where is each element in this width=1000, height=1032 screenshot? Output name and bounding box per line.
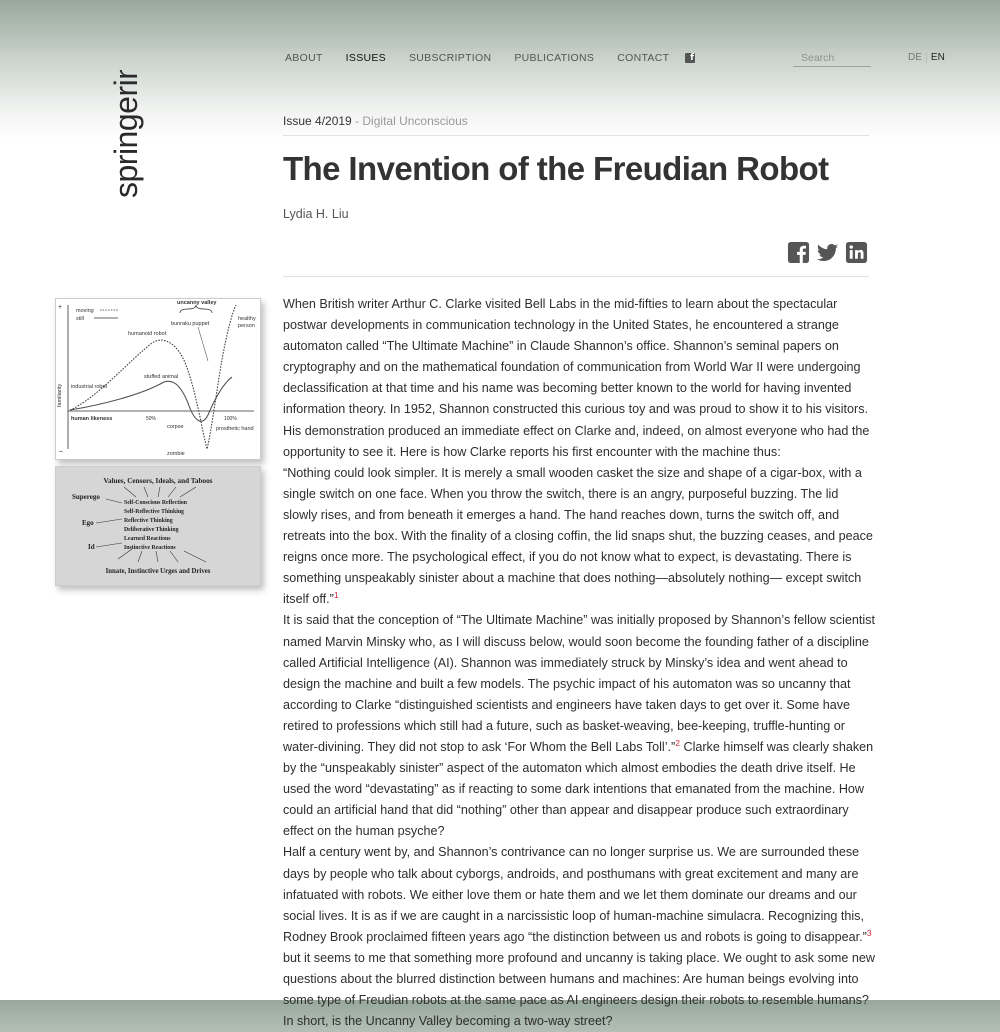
article-paragraph <box>283 294 875 463</box>
fig1-uncanny-valley: uncanny valley <box>177 300 217 306</box>
share-bar <box>787 241 874 264</box>
fig1-industrial: industrial robot <box>71 384 108 390</box>
fig2-id: Id <box>88 543 95 551</box>
facebook-icon[interactable]: f <box>685 53 695 63</box>
fig1-human-likeness: human likeness <box>71 416 113 422</box>
fig2-level-3: Reflective Thinking <box>124 518 173 524</box>
fig2-top: Values, Censors, Ideals, and Taboos <box>103 477 213 485</box>
fig2-level-6: Instinctive Reactions <box>124 545 176 551</box>
divider-top <box>283 135 869 136</box>
article-author[interactable]: Lydia H. Liu <box>283 207 349 221</box>
fig1-legend-still: still <box>76 316 84 322</box>
article-body <box>283 294 875 1032</box>
footnote-link-2[interactable]: 2 <box>675 737 680 748</box>
search-input[interactable] <box>793 50 871 67</box>
paragraph-text: It is said that the conception of “The Ultimate Machine” was initially proposed by Shannon’s fellow scientist named Marvin Minsky who, as I will discuss below, would soon become the founding father of a discipline called Artificial Intelligence (AI). Shannon was immediately struck by Minsky’s idea and went ahead to design the machine and built a few models. The psychic impact of his automaton was so uncanny that according to Clarke “distinguished scientists and engineers have taken days to get over it. Some have retired to professions which still had a future, such as basket-weaving, bee-keeping, truffle-hunting or water-divining. They did not stop to ask ‘For Whom the Bell Labs Toll’.” <box>283 613 875 754</box>
fig2-superego: Superego <box>72 493 100 501</box>
fig1-zombie: zombie <box>167 451 185 457</box>
fig1-plus: + <box>58 304 63 311</box>
footnote-link-3[interactable]: 3 <box>866 927 872 938</box>
nav-item-contact[interactable]: CONTACT <box>617 52 670 64</box>
fig1-prosthetic: prosthetic hand <box>216 426 254 432</box>
article-paragraph <box>283 463 875 611</box>
fig1-corpse: corpse <box>167 424 184 430</box>
lang-de-link[interactable]: DE <box>908 52 927 63</box>
language-switcher <box>908 52 945 63</box>
nav-item-about[interactable]: ABOUT <box>285 52 323 64</box>
fig2-ego: Ego <box>82 519 94 527</box>
mind-levels-figure[interactable] <box>55 466 261 586</box>
site-logo[interactable] <box>85 70 165 200</box>
article-paragraph <box>283 610 875 842</box>
footnote-link-1[interactable]: 1 <box>333 590 339 601</box>
fig1-humanoid: humanoid robot <box>128 331 167 337</box>
linkedin-share-icon[interactable] <box>845 241 868 264</box>
article-paragraph <box>283 842 875 1032</box>
fig2-bottom: Innate, Instinctive Urges and Drives <box>105 568 211 575</box>
paragraph-text: “Nothing could look simpler. It is merely a small wooden casket the size and shape of a cigar-box, with a single switch on one face. When you throw the switch, there is an angry, purposeful buzzing. The lid slowly rises, and from beneath it emerges a hand. The hand reaches down, turns the switch off, and retreats into the box. With the finality of a closing coffin, the lid snaps shut, the buzzing ceases, and peace reigns once more. The psychological effect, if you do not know what to expect, is devastating. There is something unspeakably sinister about a machine that does nothing—absolutely nothing— except switch itself off.” <box>283 465 873 607</box>
fig2-level-1: Self-Conscious Reflection <box>124 500 187 506</box>
uncanny-valley-figure[interactable] <box>55 298 261 460</box>
lang-en-link[interactable]: EN <box>930 52 945 63</box>
nav-item-issues[interactable]: ISSUES <box>345 52 386 64</box>
issue-label[interactable]: Issue 4/2019 <box>283 114 352 128</box>
fig1-minus: – <box>59 448 63 455</box>
article-title: The Invention of the Freudian Robot <box>283 150 829 187</box>
fig1-tick-100: 100% <box>224 416 237 422</box>
main-nav <box>285 52 695 64</box>
issue-breadcrumb <box>283 114 468 128</box>
fig1-legend-moving: moving <box>76 308 94 314</box>
fig1-bunraku: bunraku puppet <box>171 321 210 327</box>
facebook-share-icon[interactable] <box>787 241 810 264</box>
fig1-healthy: healthy <box>238 316 256 322</box>
paragraph-text-continued: but it seems to me that something more profound and uncanny is taking place. We ought to ask some new questions about the blurred distinction between humans and machines: Are human beings evolving into some type of Freudian robots at the same pace as AI engineers design their robots to resemble humans? In short, is the Uncanny Valley becoming a two-way street? <box>283 950 876 1029</box>
paragraph-text: When British writer Arthur C. Clarke visited Bell Labs in the mid-fifties to learn about the spectacular postwar developments in communication technology in the United States, he encountered a strange automaton called “The Ultimate Machine” in Claude Shannon’s office. Shannon’s seminal papers on cryptography and on the mathematical foundation of communication from World War II were undergoing declassification at that time and his name was becoming better known to the world for having invented information theory. In 1952, Shannon constructed this curious toy and was proud to show it to his visitors. His demonstration produced an immediate effect on Clarke and, indeed, on almost everyone who had the opportunity to see it. Here is how Clarke reports his first encounter with the machine thus: <box>283 297 870 459</box>
issue-theme[interactable]: Digital Unconscious <box>362 114 468 128</box>
logo-text: springerin <box>108 70 144 198</box>
issue-separator: - <box>351 114 363 128</box>
nav-item-subscription[interactable]: SUBSCRIPTION <box>409 52 492 64</box>
nav-item-publications[interactable]: PUBLICATIONS <box>514 52 595 64</box>
fig2-level-2: Self-Reflective Thinking <box>124 509 184 515</box>
paragraph-text: Half a century went by, and Shannon’s contrivance can no longer surprise us. We are surrounded these days by people who talk about cyborgs, androids, and posthumans with great excitement and many are infatuated with robots. We either love them or hate them and we let them dominate our dreams and our social lives. It is as if we are caught in a narcissistic loop of human-machine simulacra. Recognizing this, Rodney Brook proclaimed fifteen years ago “the distinction between us and robots is going to disappear.” <box>283 845 867 944</box>
fig1-familiarity: familiarity <box>57 383 63 407</box>
twitter-share-icon[interactable] <box>816 241 839 264</box>
fig2-level-4: Deliberative Thinking <box>124 527 179 533</box>
fig1-person: person <box>238 323 255 329</box>
fig1-tick-50: 50% <box>146 416 157 422</box>
paragraph-text-continued: Clarke himself was clearly shaken by the “unspeakably sinister” aspect of the automaton which almost embodies the death drive itself. He used the word “devastating” as if reacting to some dark intentions that emanated from the machine. How could an artificial hand that did “nothing” other than appear and disappear produce such extraordinary effect on the human psyche? <box>283 739 874 839</box>
divider-bottom <box>283 276 869 277</box>
fig2-level-5: Learned Reactions <box>124 536 171 542</box>
fig1-stuffed: stuffed animal <box>144 374 179 380</box>
